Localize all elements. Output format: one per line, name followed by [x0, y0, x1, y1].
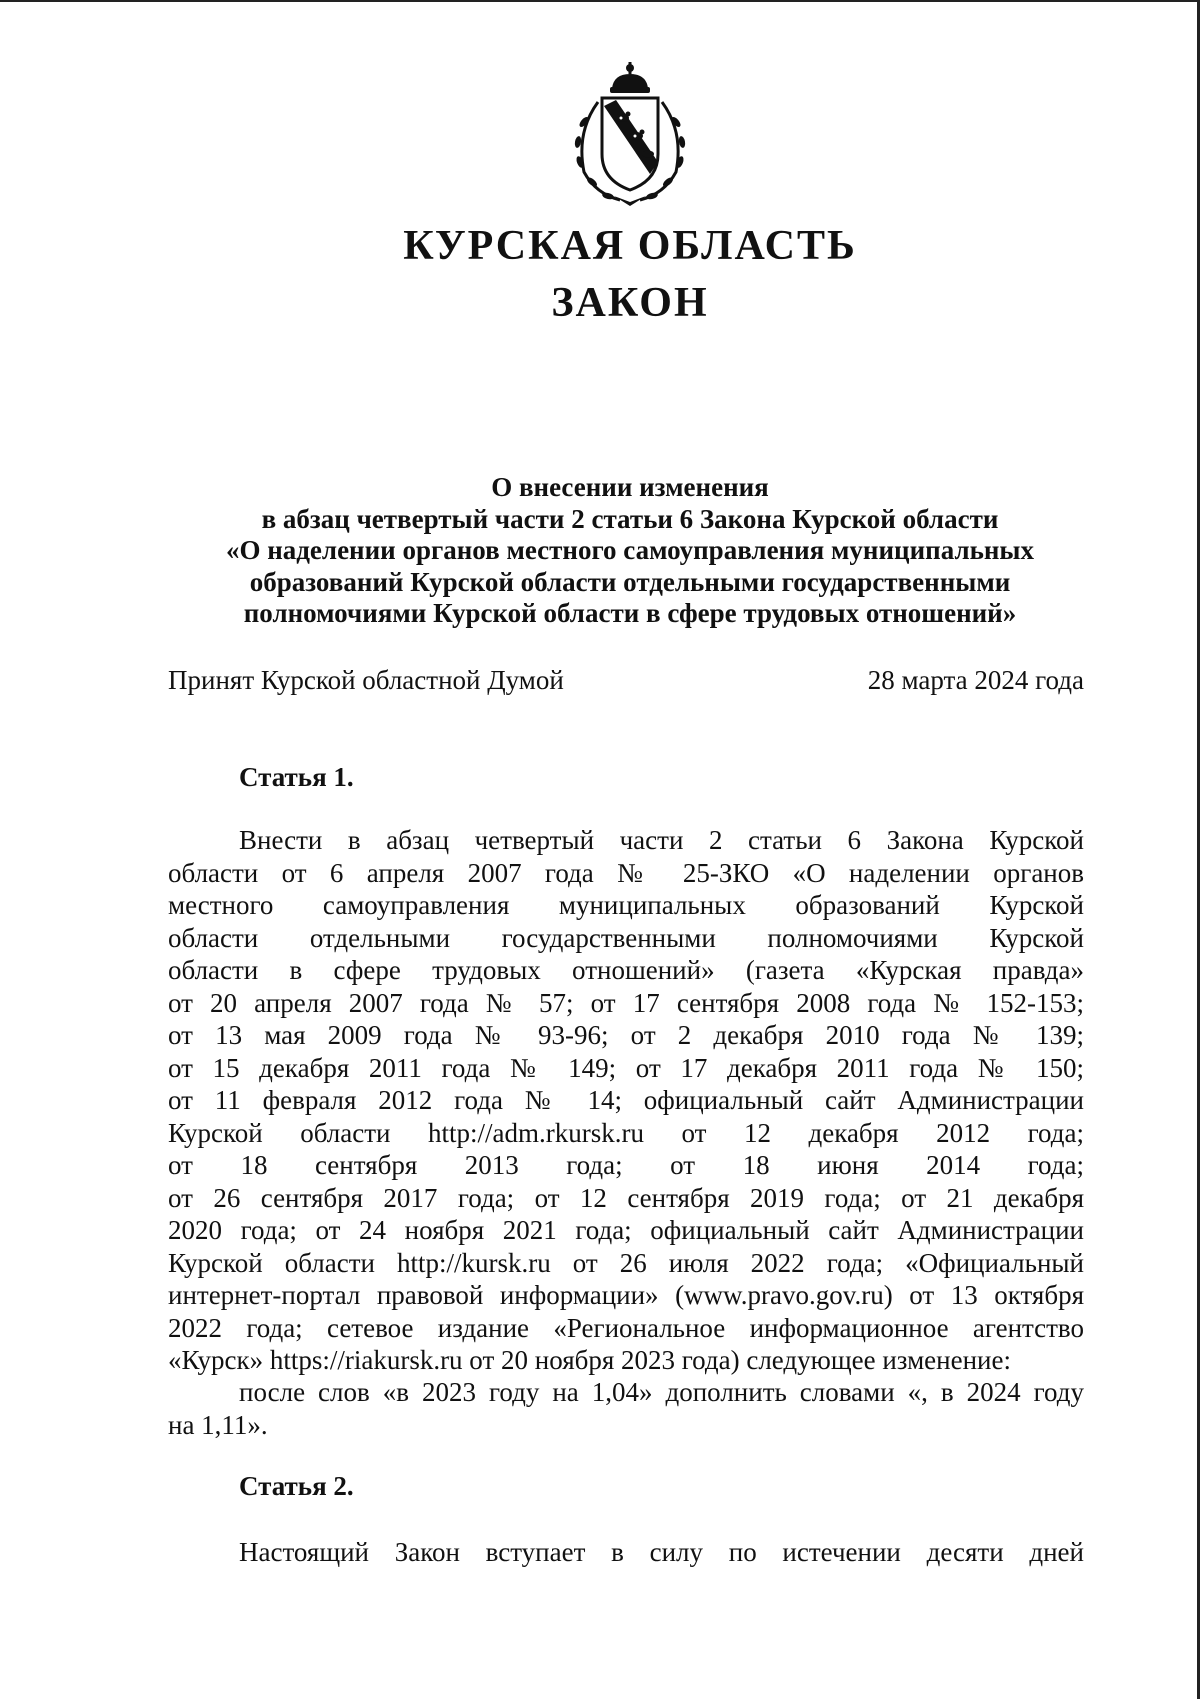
amendment-line: после слов «в 2023 году на 1,04» дополнить словами «, в 2024 году: [239, 1377, 1084, 1407]
article-1-body: [168, 824, 1084, 1377]
paragraph-line: от 18 сентября 2013 года; от 18 июня 2014 года;: [168, 1150, 1084, 1180]
adopted-by: Принят Курской областной Думой: [168, 665, 564, 695]
paragraph-line: местного самоуправления муниципальных образований Курской: [168, 890, 1084, 920]
paragraph-line: 2022 года; сетевое издание «Региональное информационное агентство: [168, 1312, 1084, 1343]
coat-of-arms-icon: [562, 62, 698, 208]
paragraph-line: от 11 февраля 2012 года № 14; официальный сайт Администрации: [168, 1085, 1084, 1115]
paragraph-line: «Курск» https://riakursk.ru от 20 ноября 2023 года) следующее изменение:: [168, 1345, 1011, 1375]
paragraph-line: от 20 апреля 2007 года № 57; от 17 сентября 2008 года № 152-153;: [168, 987, 1084, 1018]
paragraph-line: интернет-портал правовой информации» (www.pravo.gov.ru) от 13 октября: [168, 1280, 1084, 1310]
paragraph-line: Курской области http://kursk.ru от 26 июля 2022 года; «Официальный: [168, 1247, 1084, 1278]
law-title-line: образований Курской области отдельными государственными: [249, 566, 1011, 597]
paragraph-line: от 13 мая 2009 года № 93-96; от 2 декабря 2010 года № 139;: [168, 1020, 1084, 1050]
law-title-line: «О наделении органов местного самоуправления муниципальных: [225, 535, 1035, 565]
paragraph-line: 2020 года; от 24 ноября 2021 года; официальный сайт Администрации: [168, 1215, 1084, 1245]
paragraph-line: области от 6 апреля 2007 года № 25-ЗКО «О наделении органов: [168, 857, 1084, 888]
paragraph-line: области отдельными государственными полномочиями Курской: [168, 922, 1084, 953]
paragraph-line: Внести в абзац четвертый части 2 статьи 6 Закона Курской: [239, 825, 1084, 855]
article-1-heading: Статья 1.: [239, 762, 354, 792]
article-2-heading: Статья 2.: [239, 1471, 354, 1501]
region-title: КУРСКАЯ ОБЛАСТЬ: [403, 223, 857, 269]
amendment-line: на 1,11».: [168, 1409, 268, 1440]
paragraph-line: Курской области http://adm.rkursk.ru от 12 декабря 2012 года;: [168, 1117, 1084, 1148]
paragraph-line: от 26 сентября 2017 года; от 12 сентября 2019 года; от 21 декабря: [168, 1182, 1084, 1213]
law-title-line: полномочиями Курской области в сфере трудовых отношений»: [243, 598, 1017, 628]
adoption-date: 28 марта 2024 года: [867, 665, 1084, 695]
law-title-line: О внесении изменения: [491, 472, 769, 502]
paragraph-line: от 15 декабря 2011 года № 149; от 17 декабря 2011 года № 150;: [168, 1052, 1084, 1083]
amendment-text: [168, 1376, 1084, 1441]
law-title-line: в абзац четвертый части 2 статьи 6 Закона Курской области: [261, 503, 999, 534]
document-type: ЗАКОН: [551, 280, 709, 326]
article-2-body: Настоящий Закон вступает в силу по истечении десяти дней: [239, 1537, 1084, 1567]
law-title: [160, 472, 1100, 630]
paragraph-line: области в сфере трудовых отношений» (газета «Курская правда»: [168, 955, 1084, 985]
